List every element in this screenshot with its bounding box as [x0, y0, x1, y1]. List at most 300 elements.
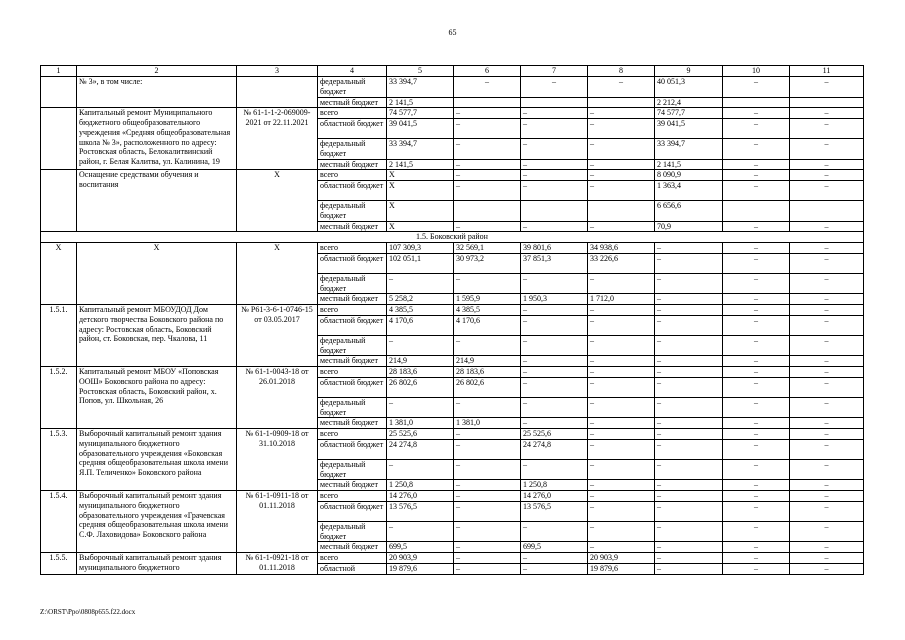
value-cell: – — [588, 139, 655, 160]
value-cell: 26 802,6 — [387, 377, 454, 397]
value-cell: – — [588, 501, 655, 521]
object-name-cell: Выборочный капитальный ремонт здания муниципального бюджетного образовательного учреждения «Боковская средняя общеобразовательная школа имени Я.П. Теличенко» Боковского района — [77, 429, 237, 491]
source-cell: федеральный бюджет — [318, 77, 387, 98]
value-cell: – — [723, 377, 790, 397]
document-cell: № 61-1-0911-18 от 01.11.2018 — [237, 491, 318, 553]
value-cell: 4 385,5 — [387, 305, 454, 316]
value-cell: 2 141,5 — [387, 97, 454, 108]
value-cell: – — [790, 315, 864, 335]
row-number-cell — [41, 77, 77, 108]
value-cell: – — [521, 273, 588, 294]
source-cell: областной бюджет — [318, 181, 387, 201]
value-cell: – — [790, 429, 864, 440]
page-number: 65 — [448, 28, 457, 37]
value-cell: 19 879,6 — [588, 563, 655, 574]
value-cell: 40 051,3 — [655, 77, 723, 98]
document-cell: № 61-1-1-2-069009-2021 от 22.11.2021 — [237, 108, 318, 170]
value-cell: 699,5 — [521, 542, 588, 553]
value-cell: 2 141,5 — [387, 159, 454, 170]
value-cell: 34 938,6 — [588, 243, 655, 254]
value-cell: – — [655, 491, 723, 502]
value-cell: 39 041,5 — [387, 119, 454, 139]
value-cell: – — [790, 243, 864, 254]
value-cell: 33 394,7 — [387, 77, 454, 98]
value-cell: – — [723, 491, 790, 502]
source-cell: всего — [318, 108, 387, 119]
value-cell: – — [521, 459, 588, 480]
value-cell: 1 250,8 — [521, 480, 588, 491]
source-cell: всего — [318, 491, 387, 502]
object-name-cell: X — [77, 243, 237, 305]
document-cell — [237, 77, 318, 108]
value-cell: – — [454, 273, 521, 294]
value-cell: – — [723, 439, 790, 459]
source-cell: местный бюджет — [318, 356, 387, 367]
value-cell: – — [655, 429, 723, 440]
value-cell: – — [723, 459, 790, 480]
value-cell: – — [521, 139, 588, 160]
value-cell: – — [588, 459, 655, 480]
value-cell: – — [655, 305, 723, 316]
value-cell: 5 258,2 — [387, 294, 454, 305]
document-cell: № 61-1-0909-18 от 31.10.2018 — [237, 429, 318, 491]
value-cell: – — [655, 521, 723, 542]
value-cell: 70,9 — [655, 221, 723, 232]
value-cell: – — [655, 377, 723, 397]
value-cell: – — [588, 335, 655, 356]
value-cell: – — [521, 159, 588, 170]
value-cell: – — [723, 221, 790, 232]
value-cell: – — [588, 377, 655, 397]
value-cell: – — [790, 542, 864, 553]
value-cell: – — [790, 356, 864, 367]
value-cell: X — [387, 170, 454, 181]
budget-table — [40, 65, 864, 575]
value-cell: – — [790, 181, 864, 201]
value-cell: – — [387, 335, 454, 356]
value-cell: – — [655, 397, 723, 418]
value-cell: – — [723, 429, 790, 440]
value-cell: – — [588, 108, 655, 119]
value-cell: – — [723, 553, 790, 564]
source-cell: областной бюджет — [318, 377, 387, 397]
value-cell: – — [521, 108, 588, 119]
row-number-cell: 1.5.2. — [41, 367, 77, 429]
header-cell: 7 — [521, 66, 588, 77]
value-cell: – — [588, 491, 655, 502]
row-number-cell — [41, 108, 77, 170]
source-cell: областной бюджет — [318, 119, 387, 139]
document-cell: X — [237, 243, 318, 305]
value-cell: – — [454, 480, 521, 491]
value-cell: 30 973,2 — [454, 253, 521, 273]
value-cell: – — [790, 119, 864, 139]
value-cell: – — [588, 170, 655, 181]
source-cell: местный бюджет — [318, 480, 387, 491]
value-cell — [790, 97, 864, 108]
value-cell: 14 276,0 — [521, 491, 588, 502]
value-cell: – — [454, 170, 521, 181]
source-cell: федеральный бюджет — [318, 521, 387, 542]
value-cell: 6 656,6 — [655, 201, 723, 222]
object-name-cell: Капитальный ремонт Муниципального бюджетного общеобразовательного учреждения «Средняя общеобразовательная школа № 3», расположенного по адресу: Ростовская область, Белокалитвинский район, г. Белая Калитва, ул. Калинина, 19 — [77, 108, 237, 170]
value-cell: – — [454, 181, 521, 201]
value-cell: 32 569,1 — [454, 243, 521, 254]
value-cell: 4 385,5 — [454, 305, 521, 316]
value-cell: – — [521, 170, 588, 181]
value-cell: 13 576,5 — [387, 501, 454, 521]
value-cell: – — [655, 273, 723, 294]
value-cell: – — [588, 429, 655, 440]
value-cell: – — [790, 273, 864, 294]
value-cell — [723, 201, 790, 222]
value-cell: – — [588, 273, 655, 294]
value-cell: – — [790, 553, 864, 564]
value-cell: – — [655, 253, 723, 273]
value-cell: – — [521, 521, 588, 542]
value-cell: 2 212,4 — [655, 97, 723, 108]
value-cell: – — [655, 439, 723, 459]
value-cell: – — [655, 542, 723, 553]
table-row — [41, 108, 864, 119]
value-cell: – — [454, 521, 521, 542]
value-cell: 33 394,7 — [655, 139, 723, 160]
value-cell: – — [723, 356, 790, 367]
source-cell: федеральный бюджет — [318, 397, 387, 418]
value-cell: – — [588, 418, 655, 429]
value-cell: – — [454, 159, 521, 170]
value-cell: – — [387, 521, 454, 542]
object-name-cell: Капитальный ремонт МБОУ «Поповская ООШ» Боковского района по адресу: Ростовская область, Боковский район, х. Попов, ул. Школьная, 26 — [77, 367, 237, 429]
value-cell: 14 276,0 — [387, 491, 454, 502]
value-cell: – — [723, 501, 790, 521]
object-name-cell: Выборочный капитальный ремонт здания муниципального бюджетного — [77, 553, 237, 575]
value-cell: – — [387, 459, 454, 480]
value-cell: – — [655, 335, 723, 356]
value-cell: – — [588, 119, 655, 139]
value-cell: – — [454, 221, 521, 232]
value-cell: 1 363,4 — [655, 181, 723, 201]
value-cell: 20 903,9 — [387, 553, 454, 564]
value-cell: 107 309,3 — [387, 243, 454, 254]
value-cell: – — [790, 439, 864, 459]
object-name-cell: Оснащение средствами обучения и воспитания — [77, 170, 237, 232]
value-cell: – — [655, 294, 723, 305]
value-cell: – — [588, 181, 655, 201]
value-cell: 28 183,6 — [454, 367, 521, 378]
header-cell: 3 — [237, 66, 318, 77]
value-cell: – — [723, 367, 790, 378]
value-cell: – — [521, 77, 588, 98]
value-cell: – — [454, 119, 521, 139]
value-cell: – — [655, 356, 723, 367]
value-cell: 74 577,7 — [655, 108, 723, 119]
value-cell: 24 274,8 — [521, 439, 588, 459]
value-cell — [454, 201, 521, 222]
value-cell: – — [454, 397, 521, 418]
value-cell — [588, 201, 655, 222]
value-cell — [454, 97, 521, 108]
value-cell: – — [723, 159, 790, 170]
value-cell: – — [387, 397, 454, 418]
row-number-cell: X — [41, 243, 77, 305]
value-cell: – — [454, 501, 521, 521]
value-cell: – — [723, 294, 790, 305]
document-cell: № 61-1-0921-18 от 01.11.2018 — [237, 553, 318, 575]
value-cell: – — [588, 77, 655, 98]
document-cell: № 61-1-0043-18 от 26.01.2018 — [237, 367, 318, 429]
value-cell: – — [454, 563, 521, 574]
header-cell: 2 — [77, 66, 237, 77]
value-cell: – — [723, 563, 790, 574]
source-cell: всего — [318, 367, 387, 378]
value-cell: – — [790, 521, 864, 542]
value-cell — [521, 201, 588, 222]
value-cell: – — [790, 491, 864, 502]
value-cell: 37 851,3 — [521, 253, 588, 273]
source-cell: федеральный бюджет — [318, 139, 387, 160]
value-cell: – — [655, 501, 723, 521]
value-cell: – — [790, 170, 864, 181]
value-cell: – — [588, 159, 655, 170]
value-cell: – — [454, 108, 521, 119]
footer-file-path: Z:\ORST\Ppo\0808p655.f22.docx — [40, 608, 136, 616]
source-cell: федеральный бюджет — [318, 335, 387, 356]
table-row — [41, 429, 864, 440]
value-cell: – — [521, 181, 588, 201]
value-cell: 8 090,9 — [655, 170, 723, 181]
value-cell: – — [790, 501, 864, 521]
value-cell: 25 525,6 — [387, 429, 454, 440]
value-cell: – — [790, 294, 864, 305]
value-cell: – — [454, 459, 521, 480]
value-cell: – — [790, 335, 864, 356]
value-cell: 102 051,1 — [387, 253, 454, 273]
value-cell: – — [588, 480, 655, 491]
value-cell: – — [723, 77, 790, 98]
value-cell: – — [454, 553, 521, 564]
document-cell: X — [237, 170, 318, 232]
header-cell: 11 — [790, 66, 864, 77]
header-cell: 8 — [588, 66, 655, 77]
value-cell: – — [588, 542, 655, 553]
value-cell: – — [454, 77, 521, 98]
value-cell: – — [588, 521, 655, 542]
table-row — [41, 367, 864, 378]
value-cell: – — [723, 119, 790, 139]
value-cell: – — [723, 521, 790, 542]
value-cell: – — [521, 335, 588, 356]
value-cell: 13 576,5 — [521, 501, 588, 521]
section-title: 1.5. Боковский район — [41, 232, 864, 243]
value-cell: X — [387, 221, 454, 232]
source-cell: федеральный бюджет — [318, 459, 387, 480]
source-cell: областной бюджет — [318, 501, 387, 521]
value-cell: – — [790, 305, 864, 316]
section-title-row — [41, 232, 864, 243]
value-cell: 39 801,6 — [521, 243, 588, 254]
value-cell: – — [454, 439, 521, 459]
source-cell: всего — [318, 553, 387, 564]
value-cell: 699,5 — [387, 542, 454, 553]
source-cell: местный бюджет — [318, 159, 387, 170]
value-cell: – — [521, 397, 588, 418]
value-cell: 28 183,6 — [387, 367, 454, 378]
value-cell — [790, 201, 864, 222]
value-cell: – — [521, 305, 588, 316]
source-cell: областной бюджет — [318, 439, 387, 459]
value-cell: – — [723, 542, 790, 553]
value-cell: – — [723, 397, 790, 418]
value-cell: – — [723, 243, 790, 254]
value-cell: 214,9 — [454, 356, 521, 367]
table-row — [41, 491, 864, 502]
value-cell: – — [723, 273, 790, 294]
source-cell: федеральный бюджет — [318, 273, 387, 294]
value-cell: – — [521, 418, 588, 429]
value-cell: – — [521, 553, 588, 564]
value-cell: – — [655, 367, 723, 378]
object-name-cell: № 3», в том числе: — [77, 77, 237, 108]
value-cell: 1 712,0 — [588, 294, 655, 305]
value-cell: – — [790, 108, 864, 119]
value-cell: 24 274,8 — [387, 439, 454, 459]
source-cell: всего — [318, 243, 387, 254]
row-number-cell: 1.5.1. — [41, 305, 77, 367]
value-cell: – — [387, 273, 454, 294]
value-cell: 25 525,6 — [521, 429, 588, 440]
value-cell: – — [723, 108, 790, 119]
value-cell: – — [521, 221, 588, 232]
value-cell: – — [454, 335, 521, 356]
document-cell: № Р61-3-6-1-0746-15 от 03.05.2017 — [237, 305, 318, 367]
source-cell: всего — [318, 305, 387, 316]
value-cell: – — [790, 139, 864, 160]
value-cell: 33 394,7 — [387, 139, 454, 160]
header-cell: 6 — [454, 66, 521, 77]
value-cell: – — [655, 418, 723, 429]
value-cell: – — [655, 315, 723, 335]
source-cell: местный бюджет — [318, 542, 387, 553]
object-name-cell: Выборочный капитальный ремонт здания муниципального бюджетного образовательного учреждения «Грачевская средняя общеобразовательная школа имени С.Ф. Лаховидова» Боковского района — [77, 491, 237, 553]
value-cell: 1 595,9 — [454, 294, 521, 305]
value-cell: 4 170,6 — [454, 315, 521, 335]
table-row — [41, 170, 864, 181]
value-cell: 20 903,9 — [588, 553, 655, 564]
value-cell: 1 950,3 — [521, 294, 588, 305]
value-cell: – — [521, 367, 588, 378]
value-cell: – — [454, 491, 521, 502]
value-cell: 19 879,6 — [387, 563, 454, 574]
header-cell: 5 — [387, 66, 454, 77]
value-cell: – — [723, 480, 790, 491]
value-cell: 2 141,5 — [655, 159, 723, 170]
source-cell: областной — [318, 563, 387, 574]
source-cell: местный бюджет — [318, 418, 387, 429]
header-cell: 4 — [318, 66, 387, 77]
value-cell: 214,9 — [387, 356, 454, 367]
table-row — [41, 305, 864, 316]
value-cell: – — [588, 305, 655, 316]
row-number-cell: 1.5.3. — [41, 429, 77, 491]
value-cell: – — [655, 553, 723, 564]
source-cell: местный бюджет — [318, 97, 387, 108]
source-cell: всего — [318, 170, 387, 181]
table-row — [41, 243, 864, 254]
value-cell: – — [723, 315, 790, 335]
value-cell: X — [387, 201, 454, 222]
value-cell: – — [790, 221, 864, 232]
value-cell: – — [521, 377, 588, 397]
source-cell: местный бюджет — [318, 294, 387, 305]
value-cell: – — [723, 305, 790, 316]
value-cell: – — [521, 119, 588, 139]
header-cell: 10 — [723, 66, 790, 77]
value-cell: – — [790, 563, 864, 574]
table-row — [41, 553, 864, 564]
value-cell: – — [723, 335, 790, 356]
object-name-cell: Капитальный ремонт МБОУДОД Дом детского творчества Боковского района по адресу: Ростовская область, Боковский район, ст. Боковская, пер. Чкалова, 11 — [77, 305, 237, 367]
value-cell: – — [723, 253, 790, 273]
value-cell: – — [723, 170, 790, 181]
value-cell: – — [454, 429, 521, 440]
value-cell: – — [723, 418, 790, 429]
source-cell: федеральный бюджет — [318, 201, 387, 222]
value-cell: – — [521, 563, 588, 574]
value-cell: – — [588, 367, 655, 378]
value-cell: 1 250,8 — [387, 480, 454, 491]
source-cell: местный бюджет — [318, 221, 387, 232]
row-number-cell — [41, 170, 77, 232]
value-cell: – — [655, 480, 723, 491]
value-cell: – — [588, 397, 655, 418]
value-cell: – — [790, 159, 864, 170]
value-cell: 4 170,6 — [387, 315, 454, 335]
value-cell: 1 381,0 — [387, 418, 454, 429]
source-cell: областной бюджет — [318, 253, 387, 273]
value-cell: – — [588, 315, 655, 335]
header-cell: 1 — [41, 66, 77, 77]
value-cell: – — [790, 377, 864, 397]
value-cell — [588, 97, 655, 108]
value-cell: – — [588, 221, 655, 232]
value-cell: – — [655, 459, 723, 480]
value-cell: – — [790, 480, 864, 491]
value-cell: – — [655, 243, 723, 254]
value-cell: – — [723, 181, 790, 201]
value-cell: – — [790, 77, 864, 98]
header-row — [41, 66, 864, 77]
value-cell: – — [521, 356, 588, 367]
source-cell: областной бюджет — [318, 315, 387, 335]
value-cell: – — [454, 139, 521, 160]
value-cell: – — [790, 397, 864, 418]
value-cell: 39 041,5 — [655, 119, 723, 139]
table-row — [41, 77, 864, 98]
value-cell: X — [387, 181, 454, 201]
value-cell: – — [723, 139, 790, 160]
source-cell: всего — [318, 429, 387, 440]
value-cell: – — [588, 356, 655, 367]
value-cell: – — [790, 459, 864, 480]
value-cell: – — [454, 542, 521, 553]
value-cell: 33 226,6 — [588, 253, 655, 273]
value-cell: 26 802,6 — [454, 377, 521, 397]
header-cell: 9 — [655, 66, 723, 77]
value-cell: – — [790, 418, 864, 429]
value-cell — [521, 97, 588, 108]
value-cell — [723, 97, 790, 108]
